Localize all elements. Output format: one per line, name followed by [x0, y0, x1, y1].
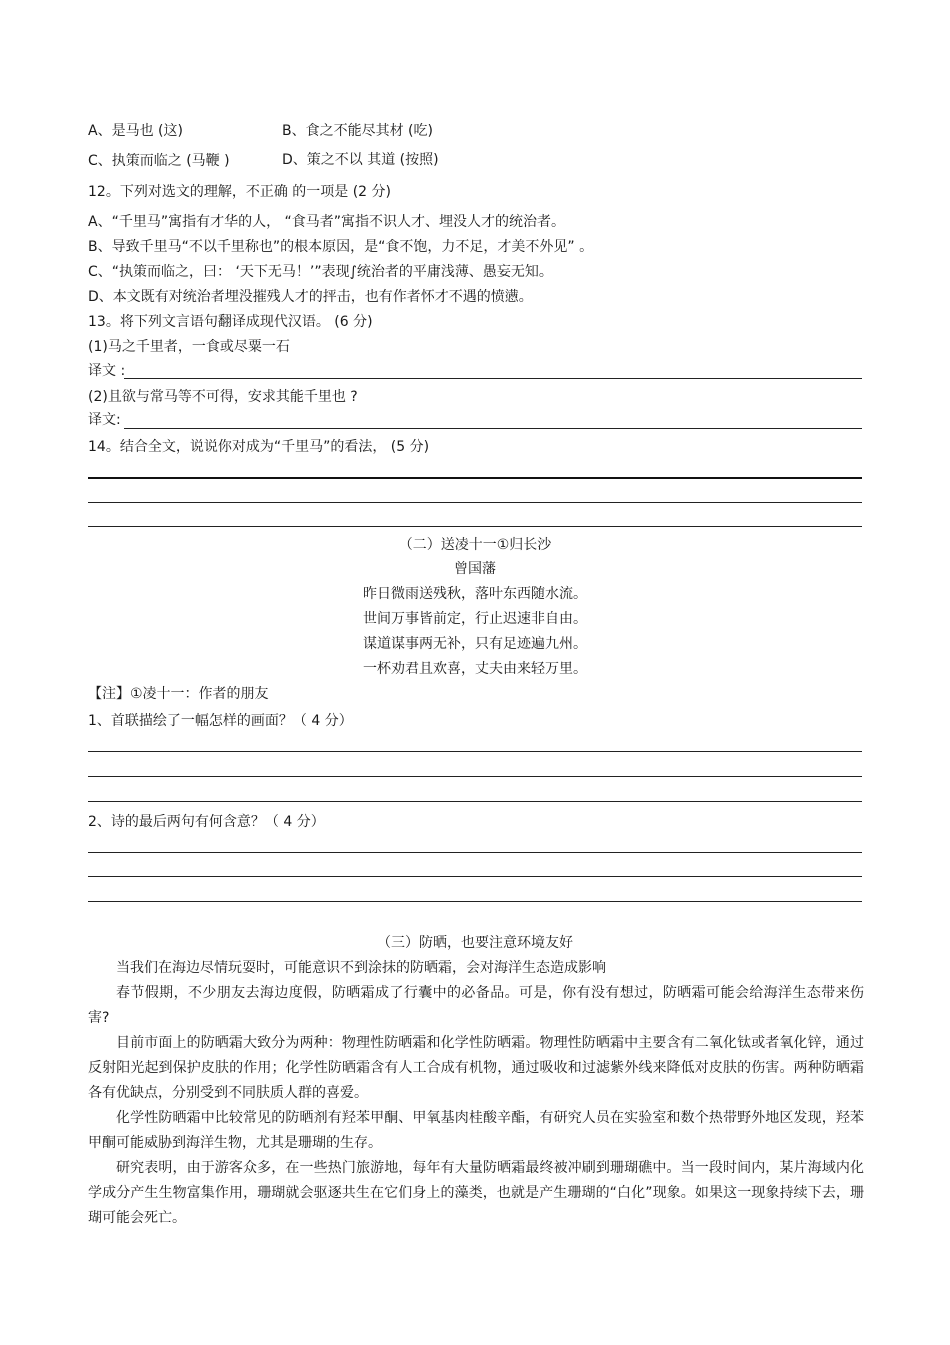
article-paragraph: 研究表明，由于游客众多，在一些热门旅游地，每年有大量防晒霜最终被冲刷到珊瑚礁中。当一段时间内，某片海域内化学成分产生生物富集作用，珊瑚就会驱逐共生在它们身上的藻类，也就是产生珊瑚的“白化”现象。如果这一现象持续下去，珊瑚可能会死亡。	[88, 1160, 864, 1226]
poem-q2-answer-line-1[interactable]	[88, 852, 862, 853]
q12-option-b: B、导致千里马“不以千里称也”的根本原因，是“食不饱，力不足，才美不外见” 。	[88, 239, 594, 255]
article-paragraph: 化学性防晒霜中比较常见的防晒剂有羟苯甲酮、甲氧基肉桂酸辛酯，有研究人员在实验室和数个热带野外地区发现，羟苯甲酮可能威胁到海洋生物，尤其是珊瑚的生存。	[88, 1110, 864, 1151]
q13-answer-line-2[interactable]	[124, 428, 862, 429]
poem-q1-answer-line-2[interactable]	[88, 776, 862, 777]
q13-answer-line-1[interactable]	[124, 378, 862, 379]
poem-line-1: 昨日微雨送残秋，落叶东西随水流。	[363, 586, 587, 602]
poem-line-2: 世间万事皆前定，行止迟速非自由。	[363, 611, 587, 627]
q13-stem: 13。将下列文言语句翻译成现代汉语。 (6 分)	[88, 314, 373, 330]
q11-option-d: D、策之不以 其道 (按照)	[282, 152, 439, 168]
article-paragraph: 春节假期，不少朋友去海边度假，防晒霜成了行囊中的必备品。可是，你有没有想过，防晒霜可能会给海洋生态带来伤害?	[88, 985, 864, 1026]
article-paragraph: 当我们在海边尽情玩耍时，可能意识不到涂抹的防晒霜，会对海洋生态造成影响	[116, 960, 606, 976]
poem-q1-answer-line-1[interactable]	[88, 751, 862, 752]
poem-q2-answer-line-2[interactable]	[88, 876, 862, 877]
q12-stem: 12。下列对选文的理解，不正确 的一项是 (2 分)	[88, 184, 391, 200]
q11-option-b: B、食之不能尽其材 (吃)	[282, 123, 433, 139]
q13-sentence-1: (1)马之千里者，一食或尽粟一石	[88, 339, 290, 355]
q14-answer-line-3[interactable]	[88, 526, 862, 527]
q14-answer-line-1[interactable]	[88, 477, 862, 479]
poem-note: 【注】①凌十一：作者的朋友	[88, 686, 269, 702]
q13-sentence-2: (2)且欲与常马等不可得，安求其能千里也 ?	[88, 389, 358, 405]
q13-translation-label-2: 译文:	[88, 412, 121, 428]
q12-option-a: A、“千里马”寓指有才华的人， “食马者”寓指不识人才、埋没人才的统治者。	[88, 214, 566, 230]
q11-option-c: C、执策而临之 (马鞭 )	[88, 153, 230, 169]
q12-option-c: C、“执策而临之，曰： ‘天下无马！’”表现∫统治者的平庸浅薄、愚妄无知。	[88, 264, 553, 280]
poem-question-1: 1、首联描绘了一幅怎样的画面？（ 4 分）	[88, 713, 353, 729]
poem-q2-answer-line-3[interactable]	[88, 901, 862, 902]
poem-q1-answer-line-3[interactable]	[88, 801, 862, 802]
article-title: （三）防晒，也要注意环境友好	[377, 935, 573, 951]
q14-stem: 14。结合全文，说说你对成为“千里马”的看法， (5 分)	[88, 439, 430, 455]
q14-answer-line-2[interactable]	[88, 502, 862, 503]
poem-line-3: 谋道谋事两无补，只有足迹遍九州。	[363, 636, 587, 652]
poem-line-4: 一杯劝君且欢喜，丈夫由来轻万里。	[363, 661, 587, 677]
q12-option-d: D、本文既有对统治者埋没摧残人才的抨击，也有作者怀才不遇的愤懑。	[88, 289, 533, 305]
q13-translation-label-1: 译文 :	[88, 363, 126, 379]
poem-author: 曾国藩	[454, 561, 496, 577]
poem-title: （二）送凌十一①归长沙	[398, 537, 552, 553]
poem-question-2: 2、诗的最后两句有何含意？（ 4 分）	[88, 814, 325, 830]
q11-option-a: A、是马也 (这)	[88, 123, 183, 139]
article-paragraph: 目前市面上的防晒霜大致分为两种：物理性防晒霜和化学性防晒霜。物理性防晒霜中主要含有二氧化钛或者氧化锌，通过反射阳光起到保护皮肤的作用；化学性防晒霜含有人工合成有机物，通过吸收和过滤紫外线来降低对皮肤的伤害。两种防晒霜各有优缺点，分别受到不同肤质人群的喜爱。	[88, 1035, 864, 1101]
article-body	[88, 956, 864, 1231]
